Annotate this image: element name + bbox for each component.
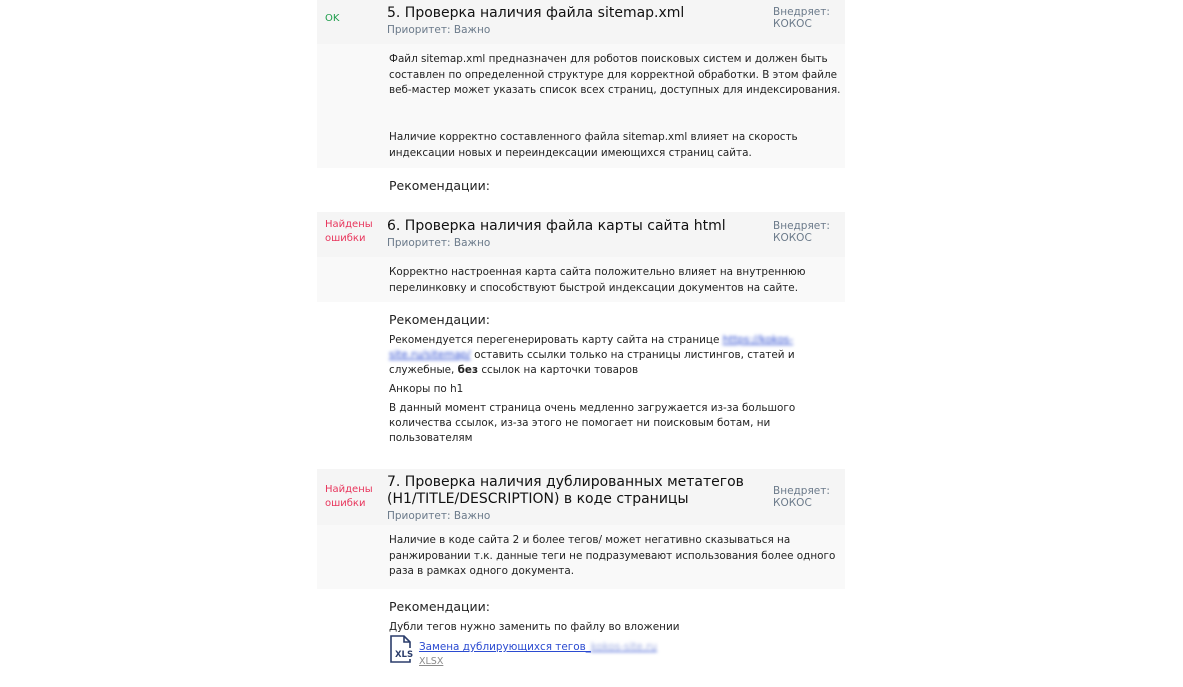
rec-text-mid: оставить ссылки только на страницы листингов, статей и служебные, xyxy=(389,349,795,376)
section-7-status: Найдены ошибки xyxy=(325,484,373,509)
section-6-header xyxy=(317,212,845,257)
section-7-description-p1: Наличие в коде сайта 2 и более тегов/ может негативно сказываться на ранжировании т.к. данные теги не подразумевают использования более одного раза в рамках одного документа. xyxy=(389,534,836,578)
section-7-header xyxy=(317,469,845,525)
attachment-extension[interactable]: XLSX xyxy=(419,656,444,667)
section-5-recommendations xyxy=(317,168,845,212)
section-7-recommendations-title: Рекомендации: xyxy=(389,599,490,614)
section-7-priority: Приоритет: Важно xyxy=(387,510,491,522)
xls-file-icon xyxy=(389,635,415,663)
section-7-title: 7. Проверка наличия дублированных метатегов (H1/TITLE/DESCRIPTION) в коде страницы xyxy=(387,474,744,507)
section-5-title: 5. Проверка наличия файла sitemap.xml xyxy=(387,5,685,21)
section-5-description-p2: Наличие корректно составленного файла sitemap.xml влияет на скорость индексации новых и переиндексации имеющихся страниц сайта. xyxy=(389,131,798,159)
section-6-description xyxy=(317,257,845,302)
section-6-recommendation-sitemap xyxy=(389,333,841,378)
section-6-recommendation-anchors: Анкоры по h1 xyxy=(389,383,464,395)
xls-icon-label: XLS xyxy=(395,650,414,660)
rec-text-bold: без xyxy=(457,364,479,376)
section-5-description-p1: Файл sitemap.xml предназначен для роботов поисковых систем и должен быть составлен по определенной структуре для корректной обработки. В этом файле веб-мастер может указать список всех страниц, доступных для индексирования. xyxy=(389,53,841,97)
attachment-name[interactable] xyxy=(419,641,657,654)
audit-report xyxy=(317,0,845,687)
sitemap-link[interactable]: https://kokos-site.ru/sitemap/ xyxy=(389,334,794,361)
section-5-description xyxy=(317,44,845,168)
attachment-name-hidden[interactable]: kokos-site.ru xyxy=(590,641,657,653)
attachment-xlsx[interactable] xyxy=(389,635,657,671)
rec-text-suffix: ссылок на карточки товаров xyxy=(481,364,639,376)
section-6-priority: Приоритет: Важно xyxy=(387,237,491,249)
section-5-implements-label: Внедряет: xyxy=(773,6,830,18)
section-5-recommendations-title: Рекомендации: xyxy=(389,178,490,193)
section-6-status: Найдены ошибки xyxy=(325,219,373,244)
section-5-status: OK xyxy=(325,13,340,24)
attachment-name-text[interactable]: Замена дублирующихся тегов_ xyxy=(419,641,591,653)
section-6-recommendations-title: Рекомендации: xyxy=(389,312,490,327)
section-7-implements-label: Внедряет: xyxy=(773,485,830,497)
section-7-description xyxy=(317,525,845,589)
section-5-header xyxy=(317,0,845,44)
section-6-implements-value: КОКОС xyxy=(773,232,812,244)
section-6-description-p1: Корректно настроенная карта сайта положительно влияет на внутреннюю перелинковку и способствуют быстрой индексации документов на сайте. xyxy=(389,266,806,294)
section-5-implements-value: КОКОС xyxy=(773,18,812,30)
section-7-implements-value: КОКОС xyxy=(773,497,812,509)
section-6-recommendations xyxy=(317,302,845,469)
section-5-priority: Приоритет: Важно xyxy=(387,24,491,36)
section-6-recommendation-loading: В данный момент страница очень медленно загружается из-за большого количества ссылок, из-за этого не помогает ни поисковым ботам, ни пользователям xyxy=(389,402,796,444)
section-6-title: 6. Проверка наличия файла карты сайта html xyxy=(387,218,726,234)
rec-text-prefix: Рекомендуется перегенерировать карту сайта на странице xyxy=(389,334,720,346)
section-6-implements-label: Внедряет: xyxy=(773,220,830,232)
section-7-recommendation-replace: Дубли тегов нужно заменить по файлу во вложении xyxy=(389,621,680,633)
